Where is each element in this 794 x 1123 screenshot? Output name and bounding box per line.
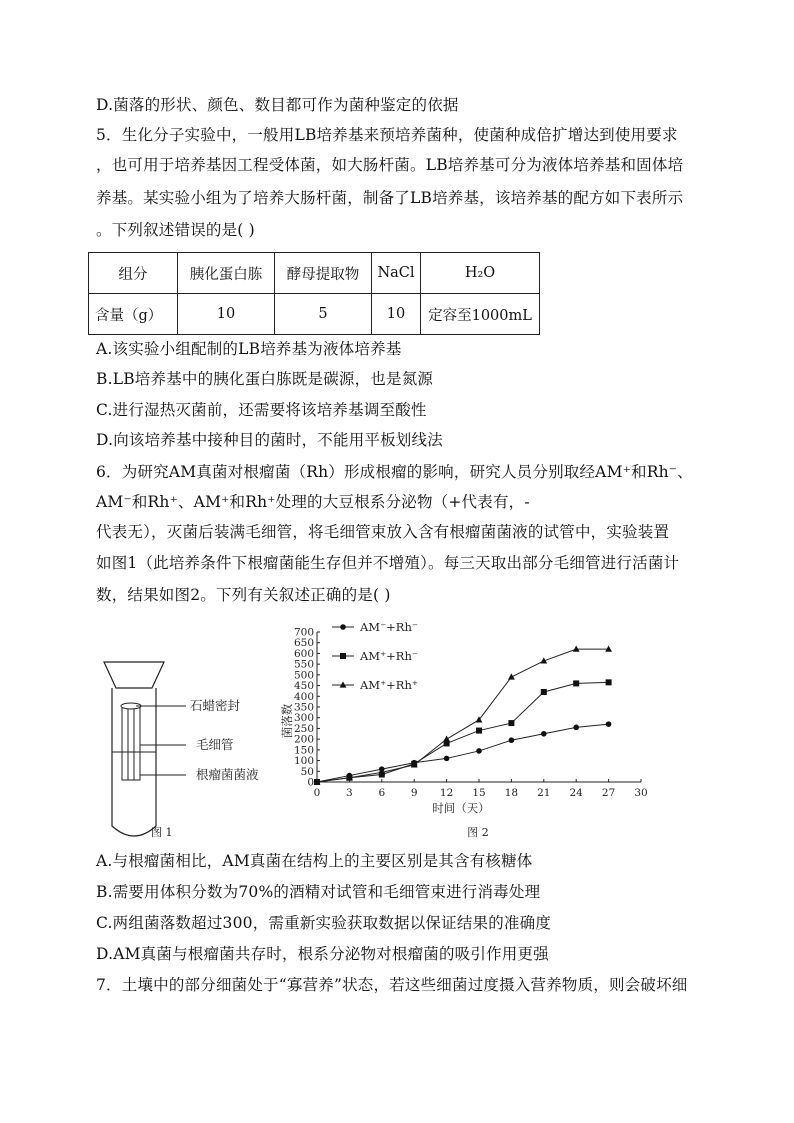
- data-point: [605, 646, 612, 652]
- x-axis-label: 时间（天）: [432, 801, 490, 815]
- y-tick-label: 450: [293, 680, 314, 693]
- data-point: [411, 761, 418, 767]
- x-tick-label: 24: [569, 787, 583, 799]
- data-point: [476, 728, 482, 734]
- y-tick-label: 650: [293, 637, 314, 650]
- legend-label: AM⁺+Rh⁺: [360, 678, 418, 692]
- q5-option-d: D.向该培养基中接种目的菌时，不能用平板划线法: [96, 431, 443, 449]
- table-header-cell: 胰化蛋白胨: [178, 253, 275, 294]
- series-line-3: [317, 649, 609, 782]
- data-point: [378, 769, 385, 775]
- capillary-tube: [134, 706, 140, 780]
- data-point: [347, 773, 353, 779]
- y-tick-label: 250: [293, 722, 314, 735]
- y-tick-label: 500: [293, 669, 314, 682]
- data-point: [444, 740, 450, 746]
- series-line-1: [317, 724, 609, 782]
- legend-marker: [340, 624, 346, 630]
- y-tick-label: 200: [293, 733, 314, 746]
- x-tick-label: 12: [439, 787, 454, 799]
- data-point: [573, 646, 580, 652]
- legend-label: AM⁺+Rh⁻: [360, 649, 418, 663]
- q5-option-a: A.该实验小组配制的LB培养基为液体培养基: [96, 340, 402, 358]
- q6-option-c: C.两组菌落数超过300，需重新实验获取数据以保证结果的准确度: [96, 914, 552, 932]
- table-header-cell: NaCl: [372, 253, 421, 294]
- q6-option-b: B.需要用体积分数为70%的酒精对试管和毛细管束进行消毒处理: [96, 883, 541, 901]
- legend-label: AM⁻+Rh⁻: [360, 620, 418, 634]
- x-tick-label: 9: [410, 787, 418, 799]
- data-point: [508, 720, 514, 726]
- table-row: [89, 253, 540, 294]
- q4-option-d: D.菌落的形状、颜色、数目都可作为菌种鉴定的依据: [96, 96, 459, 114]
- figure-2-caption: 图 2: [467, 826, 489, 839]
- q6-stem-line: 数，结果如图2。下列有关叙述正确的是( ): [96, 586, 391, 604]
- table-cell: 含量（g）: [89, 294, 178, 335]
- x-tick-label: 0: [313, 787, 321, 799]
- paraffin-seal: [121, 703, 141, 709]
- legend-marker: [340, 653, 346, 659]
- table-header-cell: 酵母提取物: [275, 253, 372, 294]
- x-tick-label: 15: [472, 787, 486, 799]
- test-tube: [112, 688, 156, 836]
- data-point: [346, 774, 353, 780]
- capillary-tube: [128, 706, 134, 780]
- data-point: [346, 775, 352, 781]
- data-point: [314, 779, 320, 785]
- y-tick-label: 400: [293, 690, 314, 703]
- table-cell: 10: [178, 294, 275, 335]
- table-row: [89, 294, 540, 335]
- label-capillary: 毛细管: [196, 737, 234, 752]
- tube-funnel: [104, 662, 164, 688]
- x-tick-label: 27: [601, 787, 616, 799]
- q5-stem-line: ，也可用于培养基因工程受体菌，如大肠杆菌。LB培养基可分为液体培养基和固体培: [96, 156, 684, 174]
- q5-stem-line: 5．生化分子实验中，一般用LB培养基来预培养菌种，使菌种成倍扩增达到使用要求: [96, 126, 678, 144]
- x-tick-label: 6: [378, 787, 386, 799]
- figure-1-caption: 图 1: [151, 826, 173, 839]
- x-tick-label: 21: [537, 787, 551, 799]
- y-tick-label: 100: [293, 755, 314, 768]
- label-paraffin: 石蜡密封: [190, 698, 241, 713]
- table-cell: 5: [275, 294, 372, 335]
- data-point: [476, 748, 482, 754]
- data-point: [509, 737, 515, 743]
- y-tick-label: 350: [293, 701, 314, 714]
- series-line-2: [317, 682, 609, 782]
- q5-stem-line: 养基。某实验小组为了培养大肠杆菌，制备了LB培养基，该培养基的配方如下表所示: [96, 189, 684, 207]
- data-point: [444, 756, 450, 762]
- y-tick-label: 550: [293, 658, 314, 671]
- data-point: [379, 772, 385, 778]
- data-point: [476, 716, 483, 722]
- table-header-cell: 组分: [89, 253, 178, 294]
- data-point: [411, 761, 417, 767]
- data-point: [606, 721, 612, 727]
- data-point: [314, 779, 320, 785]
- x-tick-label: 18: [504, 787, 519, 799]
- q6-stem-line: AM⁻和Rh⁺、AM⁺和Rh⁺处理的大豆根系分泌物（+代表有，-: [96, 493, 530, 511]
- table-cell: 10: [372, 294, 421, 335]
- data-point: [540, 657, 547, 663]
- data-point: [573, 725, 579, 731]
- q5-stem-line: 。下列叙述错误的是( ): [96, 221, 255, 239]
- x-tick-label: 30: [634, 787, 648, 799]
- table-header-cell: H₂O: [421, 253, 540, 294]
- legend-marker: [340, 681, 347, 687]
- y-tick-label: 300: [293, 712, 314, 725]
- data-point: [314, 778, 321, 784]
- q6-option-d: D.AM真菌与根瘤菌共存时，根系分泌物对根瘤菌的吸引作用更强: [96, 945, 549, 963]
- q6-stem-line: 6．为研究AM真菌对根瘤菌（Rh）形成根瘤的影响，研究人员分别取经AM⁺和Rh⁻、: [96, 463, 693, 481]
- y-tick-label: 0: [307, 776, 314, 789]
- data-point: [379, 766, 385, 772]
- y-tick-label: 600: [293, 647, 314, 660]
- capillary-tube: [122, 706, 128, 780]
- x-tick-label: 3: [346, 787, 353, 799]
- data-point: [541, 731, 547, 737]
- lb-medium-table: [88, 252, 540, 335]
- q5-option-c: C.进行湿热灭菌前，还需要将该培养基调至酸性: [96, 401, 427, 419]
- y-tick-label: 50: [300, 765, 314, 778]
- data-point: [411, 760, 417, 766]
- data-point: [508, 673, 515, 679]
- q6-stem-line: 代表无），灭菌后装满毛细管，将毛细管束放入含有根瘤菌菌液的试管中，实验装置: [96, 523, 670, 541]
- y-axis-label: 菌落数: [280, 703, 294, 739]
- q7-stem-line: 7．土壤中的部分细菌处于“寡营养”状态，若这些细菌过度摄入营养物质，则会破坏细: [96, 976, 688, 994]
- data-point: [443, 736, 450, 742]
- data-point: [573, 680, 579, 686]
- data-point: [606, 679, 612, 685]
- q6-option-a: A.与根瘤菌相比，AM真菌在结构上的主要区别是其含有核糖体: [96, 852, 533, 870]
- label-bacterial-solution: 根瘤菌菌液: [196, 767, 259, 782]
- q5-option-b: B.LB培养基中的胰化蛋白胨既是碳源，也是氮源: [96, 370, 434, 388]
- data-point: [541, 689, 547, 695]
- q6-stem-line: 如图1（此培养条件下根瘤菌能生存但并不增殖）。每三天取出部分毛细管进行活菌计: [96, 554, 680, 572]
- table-cell: 定容至1000mL: [421, 294, 540, 335]
- y-tick-label: 150: [293, 744, 314, 757]
- y-tick-label: 700: [293, 626, 314, 639]
